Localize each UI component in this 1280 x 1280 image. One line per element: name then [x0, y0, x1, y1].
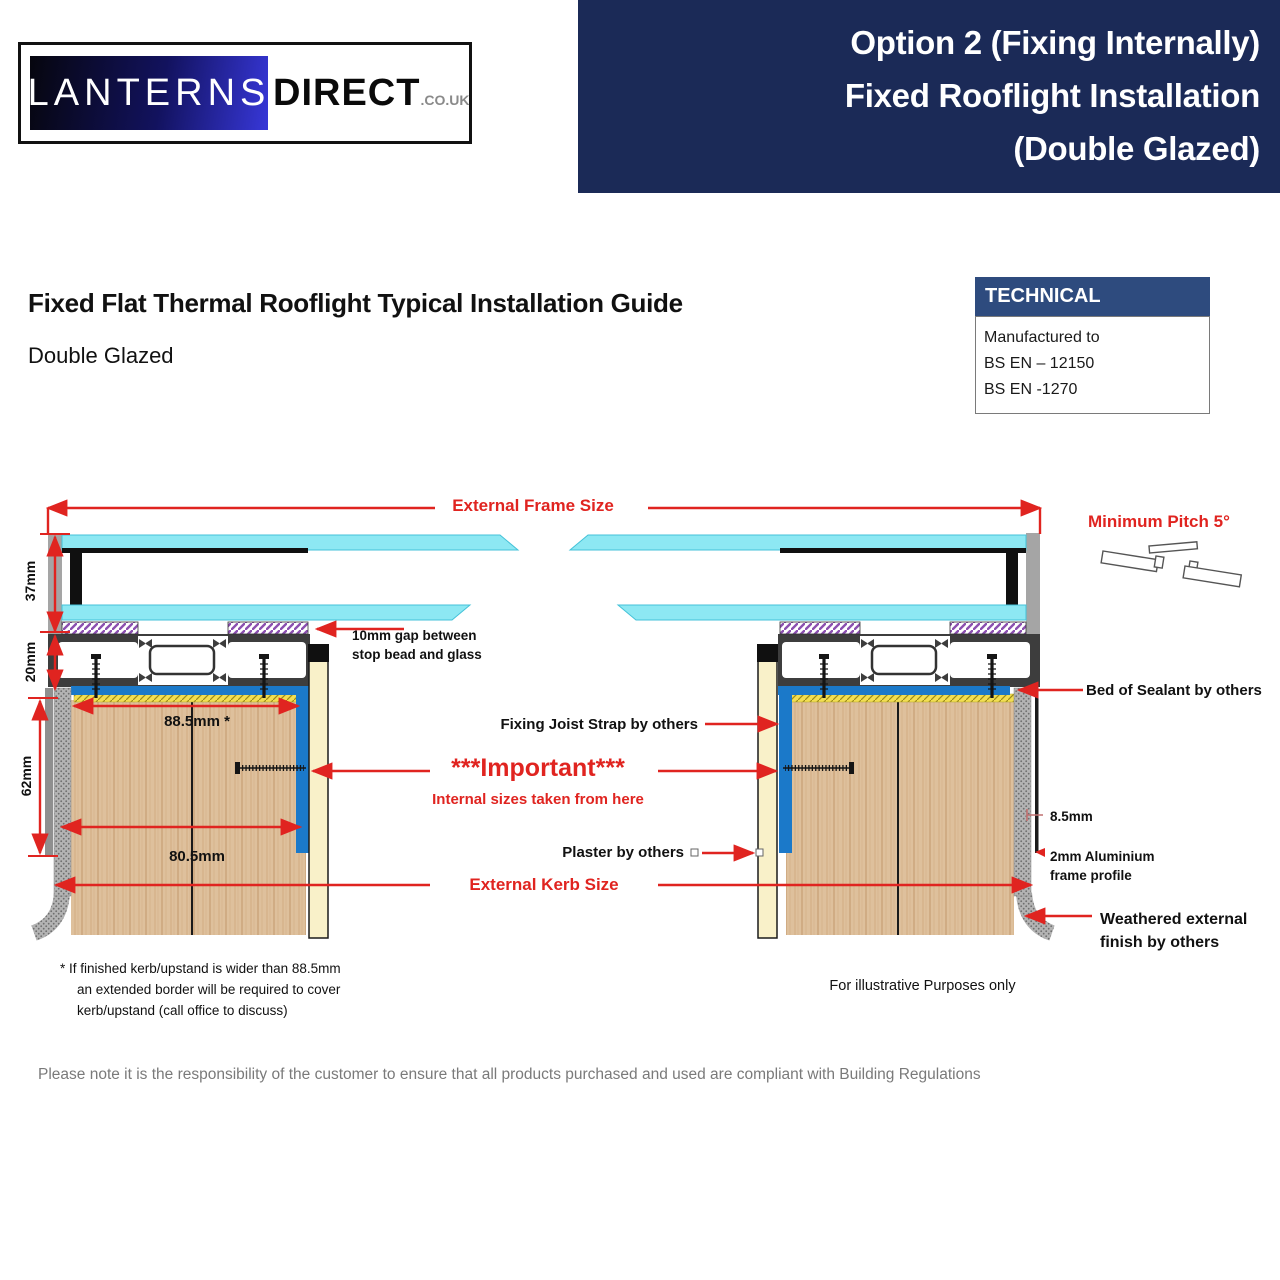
weathered-label-line-1: Weathered external — [1100, 911, 1248, 928]
technical-line-2: BS EN – 12150 — [984, 355, 1095, 372]
technical-line-3: BS EN -1270 — [984, 381, 1078, 398]
gap-note-line-2: stop bead and glass — [352, 647, 482, 662]
dim-88-5mm-label: 88.5mm * — [164, 713, 230, 730]
plaster-callout-handle — [756, 849, 763, 856]
dim-80-5mm-label: 80.5mm — [169, 848, 225, 865]
logo-direct-text: DIRECT — [273, 71, 421, 114]
right-sealant-bed — [786, 694, 1016, 702]
gap-note-line-1: 10mm gap between — [352, 628, 477, 643]
page-subtitle: Double Glazed — [28, 343, 174, 368]
banner-line-1: Option 2 (Fixing Internally) — [850, 24, 1260, 61]
logo-gradient-block — [27, 56, 271, 130]
right-joist-strap-horizontal — [778, 686, 1010, 695]
plaster-callout-handle — [691, 849, 698, 856]
external-kerb-size-label: External Kerb Size — [469, 875, 619, 894]
right-timber-kerb — [786, 700, 1014, 935]
right-outer-frame-leg — [1026, 533, 1040, 634]
bed-of-sealant-label: Bed of Sealant by others — [1086, 682, 1262, 699]
right-plasterboard — [758, 647, 777, 938]
left-joist-strap-horizontal — [71, 686, 310, 695]
option-banner — [578, 0, 1280, 193]
alu-profile-label-line-2: frame profile — [1050, 868, 1132, 883]
left-sealant-bed — [74, 694, 302, 702]
right-internal-stop-bead — [757, 644, 778, 662]
right-joist-strap-vertical — [779, 695, 792, 853]
technical-body — [975, 316, 1210, 414]
technical-line-1: Manufactured to — [984, 329, 1100, 346]
left-joist-strap-vertical — [296, 695, 309, 853]
illustrative-purposes-note: For illustrative Purposes only — [829, 978, 1016, 994]
important-subtext: Internal sizes taken from here — [432, 791, 644, 808]
minimum-pitch-label: Minimum Pitch 5° — [1088, 512, 1230, 531]
building-regulations-note: Please note it is the responsibility of the customer to ensure that all products purchased and used are compliant with Building Regulations — [38, 1066, 981, 1083]
right-aluminium-frame-profile-leg — [1035, 688, 1039, 853]
left-weathered-finish — [54, 688, 71, 896]
logo-lanterns-text: LANTERNS — [27, 71, 271, 114]
technical-box — [975, 277, 1210, 414]
right-stop-bead-gasket — [780, 622, 860, 634]
kerb-footnote-line-1: * If finished kerb/upstand is wider than 88.5mm — [60, 961, 341, 976]
right-glass-spacer-bar — [1006, 548, 1018, 605]
right-bottom-glass-pane — [618, 605, 1026, 620]
dim-62mm-label: 62mm — [18, 755, 34, 797]
left-stop-bead-gasket — [62, 622, 138, 634]
external-frame-size-label: External Frame Size — [452, 496, 614, 515]
lanterns-direct-logo — [18, 42, 472, 144]
left-bottom-glass-pane — [62, 605, 470, 620]
important-heading: ***Important*** — [451, 754, 625, 782]
alu-profile-label-line-1: 2mm Aluminium — [1050, 849, 1155, 864]
left-glass-spacer-bar — [70, 548, 82, 605]
left-internal-stop-bead — [308, 644, 329, 662]
page-title: Fixed Flat Thermal Rooflight Typical Installation Guide — [28, 288, 683, 318]
right-top-glass-pane — [570, 535, 1026, 550]
left-top-glass-pane — [62, 535, 518, 550]
left-plasterboard — [309, 647, 328, 938]
banner-line-2: Fixed Rooflight Installation — [844, 77, 1260, 114]
kerb-footnote-line-2: an extended border will be required to cover — [77, 982, 341, 997]
technical-heading: TECHNICAL — [975, 277, 1210, 316]
left-timber-kerb — [71, 700, 306, 935]
fixing-joist-strap-label: Fixing Joist Strap by others — [500, 716, 698, 733]
plaster-label: Plaster by others — [562, 844, 684, 861]
left-aluminium-leg — [45, 688, 53, 855]
banner-line-3: (Double Glazed) — [1013, 130, 1260, 167]
dim-37mm-label: 37mm — [22, 560, 38, 602]
right-weathered-finish — [1014, 688, 1031, 896]
minimum-pitch-sketch — [1101, 542, 1241, 587]
dim-20mm-label: 20mm — [22, 641, 38, 683]
kerb-footnote-line-3: kerb/upstand (call office to discuss) — [77, 1003, 288, 1018]
dim-8-5mm-label: 8.5mm — [1050, 809, 1093, 824]
logo-suffix-text: .CO.UK — [420, 92, 470, 108]
weathered-label-line-2: finish by others — [1100, 934, 1220, 951]
